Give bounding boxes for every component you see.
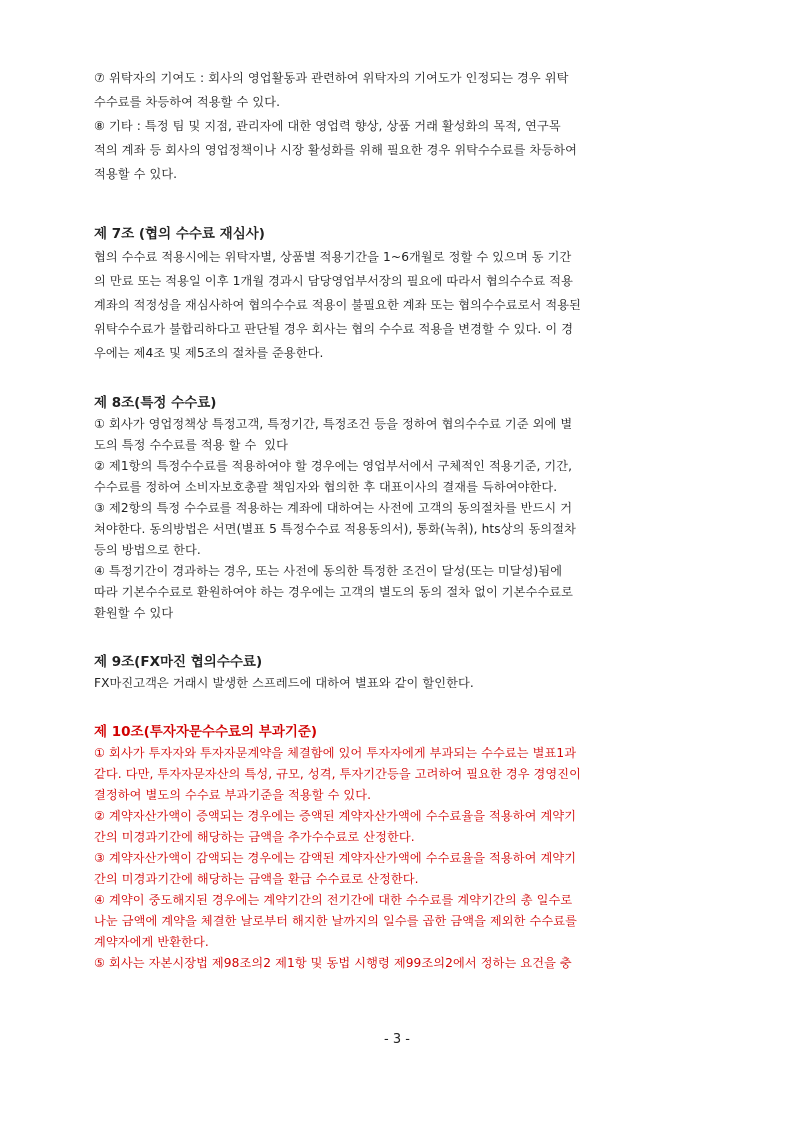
paragraph-line: ⑧ 기타 : 특정 팀 및 지점, 관리자에 대한 영업력 향상, 상품 거래 활성화의 목적, 연구목 (94, 119, 561, 133)
section-heading: 제 9조(FX마진 협의수수료) (94, 654, 263, 670)
paragraph-line: 계약자에게 반환한다. (94, 935, 209, 949)
paragraph-line: ③ 계약자산가액이 감액되는 경우에는 감액된 계약자산가액에 수수료율을 적용하여 계약기 (94, 851, 577, 865)
paragraph-line: 협의 수수료 적용시에는 위탁자별, 상품별 적용기간을 1~6개월로 정할 수 있으며 동 기간 (94, 250, 572, 264)
paragraph-line: 도의 특정 수수료를 적용 할 수 있다 (94, 438, 289, 452)
paragraph-line: ③ 제2항의 특정 수수료를 적용하는 계좌에 대하여는 사전에 고객의 동의절차를 반드시 거 (94, 501, 573, 515)
paragraph-line: 등의 방법으로 한다. (94, 543, 201, 557)
paragraph-line: 따라 기본수수료로 환원하여야 하는 경우에는 고객의 별도의 동의 절차 없이 기본수수료로 (94, 585, 574, 599)
paragraph-line: 수수료를 차등하여 적용할 수 있다. (94, 95, 281, 109)
document-page (94, 66, 674, 974)
section-heading: 제 10조(투자자문수수료의 부과기준) (94, 724, 318, 740)
paragraph-line: 간의 미경과기간에 해당하는 금액을 환급 수수료로 산정한다. (94, 872, 419, 886)
paragraph-line: ② 계약자산가액이 증액되는 경우에는 증액된 계약자산가액에 수수료율을 적용하여 계약기 (94, 809, 577, 823)
paragraph-line: 적의 계좌 등 회사의 영업정책이나 시장 활성화를 위해 필요한 경우 위탁수수료를 차등하여 (94, 143, 578, 157)
paragraph-line: 나눈 금액에 계약을 체결한 날로부터 해지한 날까지의 일수를 곱한 금액을 제외한 수수료를 (94, 914, 578, 928)
paragraph-line: ① 회사가 영업정책상 특정고객, 특정기간, 특정조건 등을 정하여 협의수수료 기준 외에 별 (94, 417, 573, 431)
paragraph-line: 수수료를 정하여 소비자보호총괄 책임자와 협의한 후 대표이사의 결재를 득하여야한다. (94, 480, 558, 494)
section-heading: 제 7조 (협의 수수료 재심사) (94, 226, 265, 242)
paragraph-line: 의 만료 또는 적용일 이후 1개월 경과시 담당영업부서장의 필요에 따라서 협의수수료 적용 (94, 274, 573, 288)
paragraph-line: 환원할 수 있다 (94, 606, 174, 620)
section-10 (94, 721, 674, 974)
paragraph-line: 결정하여 별도의 수수료 부과기준을 적용할 수 있다. (94, 788, 372, 802)
section-6-continued (94, 66, 674, 186)
paragraph-line: 간의 미경과기간에 해당하는 금액을 추가수수료로 산정한다. (94, 830, 415, 844)
paragraph-line: 위탁수수료가 불합리하다고 판단될 경우 회사는 협의 수수료 적용을 변경할 수 있다. 이 경 (94, 322, 574, 336)
paragraph-line: 우에는 제4조 및 제5조의 절차를 준용한다. (94, 346, 324, 360)
paragraph-line: 계좌의 적정성을 재심사하여 협의수수료 적용이 불필요한 계좌 또는 협의수수료로서 적용된 (94, 298, 581, 312)
paragraph-line: ② 제1항의 특정수수료를 적용하여야 할 경우에는 영업부서에서 구체적인 적용기준, 기간, (94, 459, 573, 473)
paragraph-line: ① 회사가 투자자와 투자자문계약을 체결함에 있어 투자자에게 부과되는 수수료는 별표1과 (94, 746, 577, 760)
section-9 (94, 651, 674, 694)
paragraph-line: ④ 특정기간이 경과하는 경우, 또는 사전에 동의한 특정한 조건이 달성(또는 미달성)됨에 (94, 564, 563, 578)
paragraph-line: 쳐야한다. 동의방법은 서면(별표 5 특정수수료 적용동의서), 통화(녹취), hts상의 동의절차 (94, 522, 576, 536)
section-7 (94, 223, 674, 365)
section-8 (94, 392, 674, 624)
paragraph-line: ⑦ 위탁자의 기여도 : 회사의 영업활동과 관련하여 위탁자의 기여도가 인정되는 경우 위탁 (94, 71, 569, 85)
paragraph-line: FX마진고객은 거래시 발생한 스프레드에 대하여 별표와 같이 할인한다. (94, 676, 474, 690)
paragraph-line: ④ 계약이 중도해지된 경우에는 계약기간의 전기간에 대한 수수료를 계약기간의 총 일수로 (94, 893, 573, 907)
section-heading: 제 8조(특정 수수료) (94, 395, 217, 411)
paragraph-line: 적용할 수 있다. (94, 167, 178, 181)
paragraph-line: 같다. 다만, 투자자문자산의 특성, 규모, 성격, 투자기간등을 고려하여 필요한 경우 경영진이 (94, 767, 582, 781)
page-number: - 3 - (384, 1032, 410, 1047)
paragraph-line: ⑤ 회사는 자본시장법 제98조의2 제1항 및 동법 시행령 제99조의2에서 정하는 요건을 충 (94, 956, 572, 970)
